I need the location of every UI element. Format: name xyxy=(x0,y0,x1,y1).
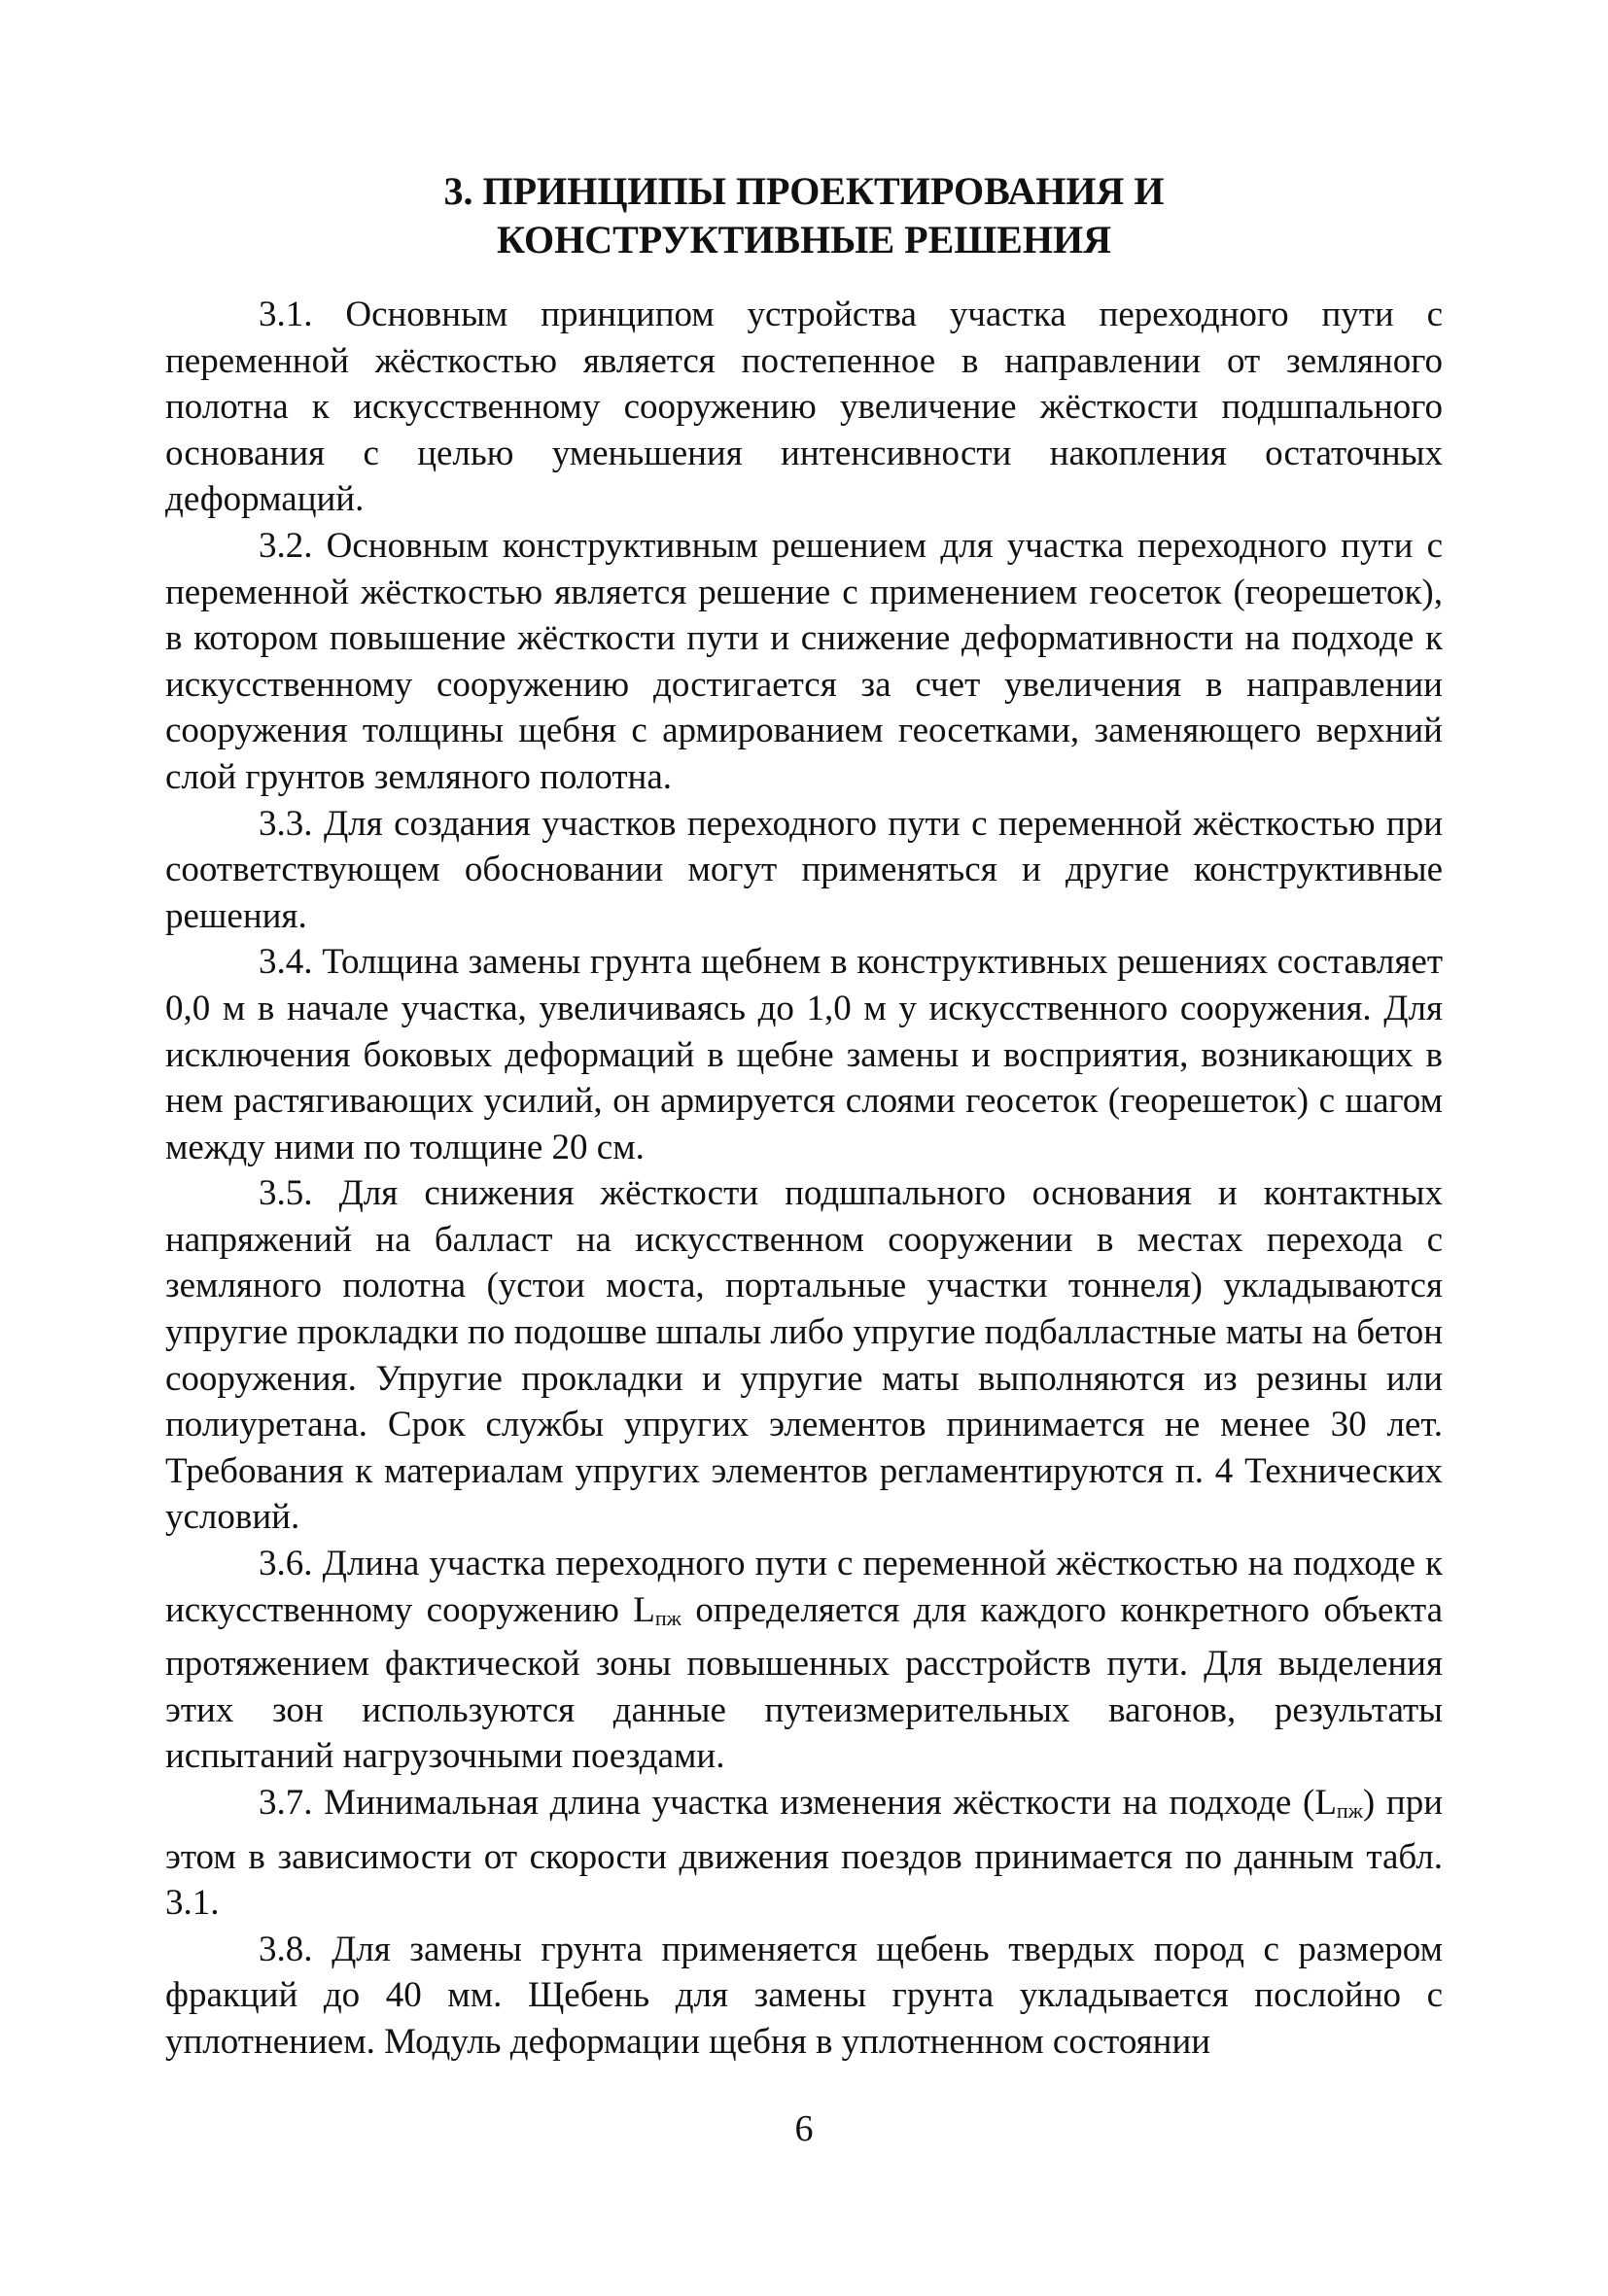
section-heading xyxy=(165,167,1443,264)
paragraph-text: Основным принципом устройства участка переходного пути с переменной жёсткостью является постепенное в направлении от земляного полотна к искусственному сооружению увеличение жёсткости подшпального основания с целью уменьшения интенсивности накопления остаточных деформаций. xyxy=(165,295,1444,520)
paragraph-number: 3.4. xyxy=(259,942,313,983)
section-body xyxy=(165,292,1443,2066)
paragraph-3-8 xyxy=(165,1927,1443,2066)
paragraph-text: Основным конструктивным решением для участка переходного пути с переменной жёсткостью является решение с применением геосеток (георешеток), в котором повышение жёсткости пути и снижение деформативности на подходе к искусственному сооружению достигается за счет увеличения в направлении сооружения толщины щебня с армированием геосетками, заменяющего верхний слой грунтов земляного полотна. xyxy=(165,525,1443,797)
paragraph-number: 3.7. xyxy=(259,1783,313,1823)
paragraph-3-3 xyxy=(165,801,1443,940)
subscript-pzh: пж xyxy=(1336,1798,1363,1823)
paragraph-3-5 xyxy=(165,1170,1443,1541)
paragraph-number: 3.6. xyxy=(259,1544,313,1584)
subscript-pzh: пж xyxy=(654,1605,682,1630)
paragraph-text-before: Минимальная длина участка изменения жёсткости на подходе (L xyxy=(324,1783,1337,1823)
paragraph-3-4 xyxy=(165,939,1443,1170)
paragraph-text: Для замены грунта применяется щебень твердых пород с размером фракций до 40 мм. Щебень для замены грунта укладывается послойно с уплотнением. Модуль деформации щебня в уплотненном состоянии xyxy=(165,1929,1443,2062)
paragraph-number: 3.1. xyxy=(259,295,313,334)
paragraph-number: 3.3. xyxy=(259,803,313,844)
paragraph-text-before: Длина участка переходного пути с переменной жёсткостью на подходе к искусственному сооружению L xyxy=(165,1544,1443,1630)
paragraph-number: 3.2. xyxy=(259,525,313,566)
paragraph-3-2 xyxy=(165,523,1443,801)
paragraph-number: 3.5. xyxy=(259,1173,313,1214)
paragraph-3-7 xyxy=(165,1780,1443,1927)
paragraph-text-after: определяется для каждого конкретного объекта протяжением фактической зоны повышенных расстройств пути. Для выделения этих зон используются данные путеизмерительных вагонов, результаты испытаний нагрузочными поездами. xyxy=(165,1589,1443,1777)
paragraph-text-after: ) при этом в зависимости от скорости движения поездов принимается по данным табл. 3.1. xyxy=(165,1783,1443,1924)
page-number: 6 xyxy=(794,2108,814,2149)
paragraph-text: Толщина замены грунта щебнем в конструктивных решениях составляет 0,0 м в начале участка, увеличиваясь до 1,0 м у искусственного сооружения. Для исключения боковых деформаций в щебне замены и восприятия, возникающих в нем растягивающих усилий, он армируется слоями геосеток (георешеток) с шагом между ними по толщине 20 см. xyxy=(165,942,1444,1167)
section-heading-line-1: 3. ПРИНЦИПЫ ПРОЕКТИРОВАНИЯ И xyxy=(443,169,1165,213)
paragraph-text: Для снижения жёсткости подшпального основания и контактных напряжений на балласт на искусственном сооружении в местах перехода с земляного полотна (устои моста, портальные участки тоннеля) укладываются упругие прокладки по подошве шпалы либо упругие подбалластные маты на бетон сооружения. Упругие прокладки и упругие маты выполняются из резины или полиуретана. Срок службы упругих элементов принимается не менее 30 лет. Требования к материалам упругих элементов регламентируются п. 4 Технических условий. xyxy=(165,1173,1443,1538)
section-heading-line-2: КОНСТРУКТИВНЫЕ РЕШЕНИЯ xyxy=(497,218,1111,261)
paragraph-number: 3.8. xyxy=(259,1929,313,1969)
paragraph-text: Для создания участков переходного пути с переменной жёсткостью при соответствующем обосновании могут применяться и другие конструктивные решения. xyxy=(165,803,1443,936)
paragraph-3-6 xyxy=(165,1541,1443,1780)
paragraph-3-1 xyxy=(165,292,1443,523)
